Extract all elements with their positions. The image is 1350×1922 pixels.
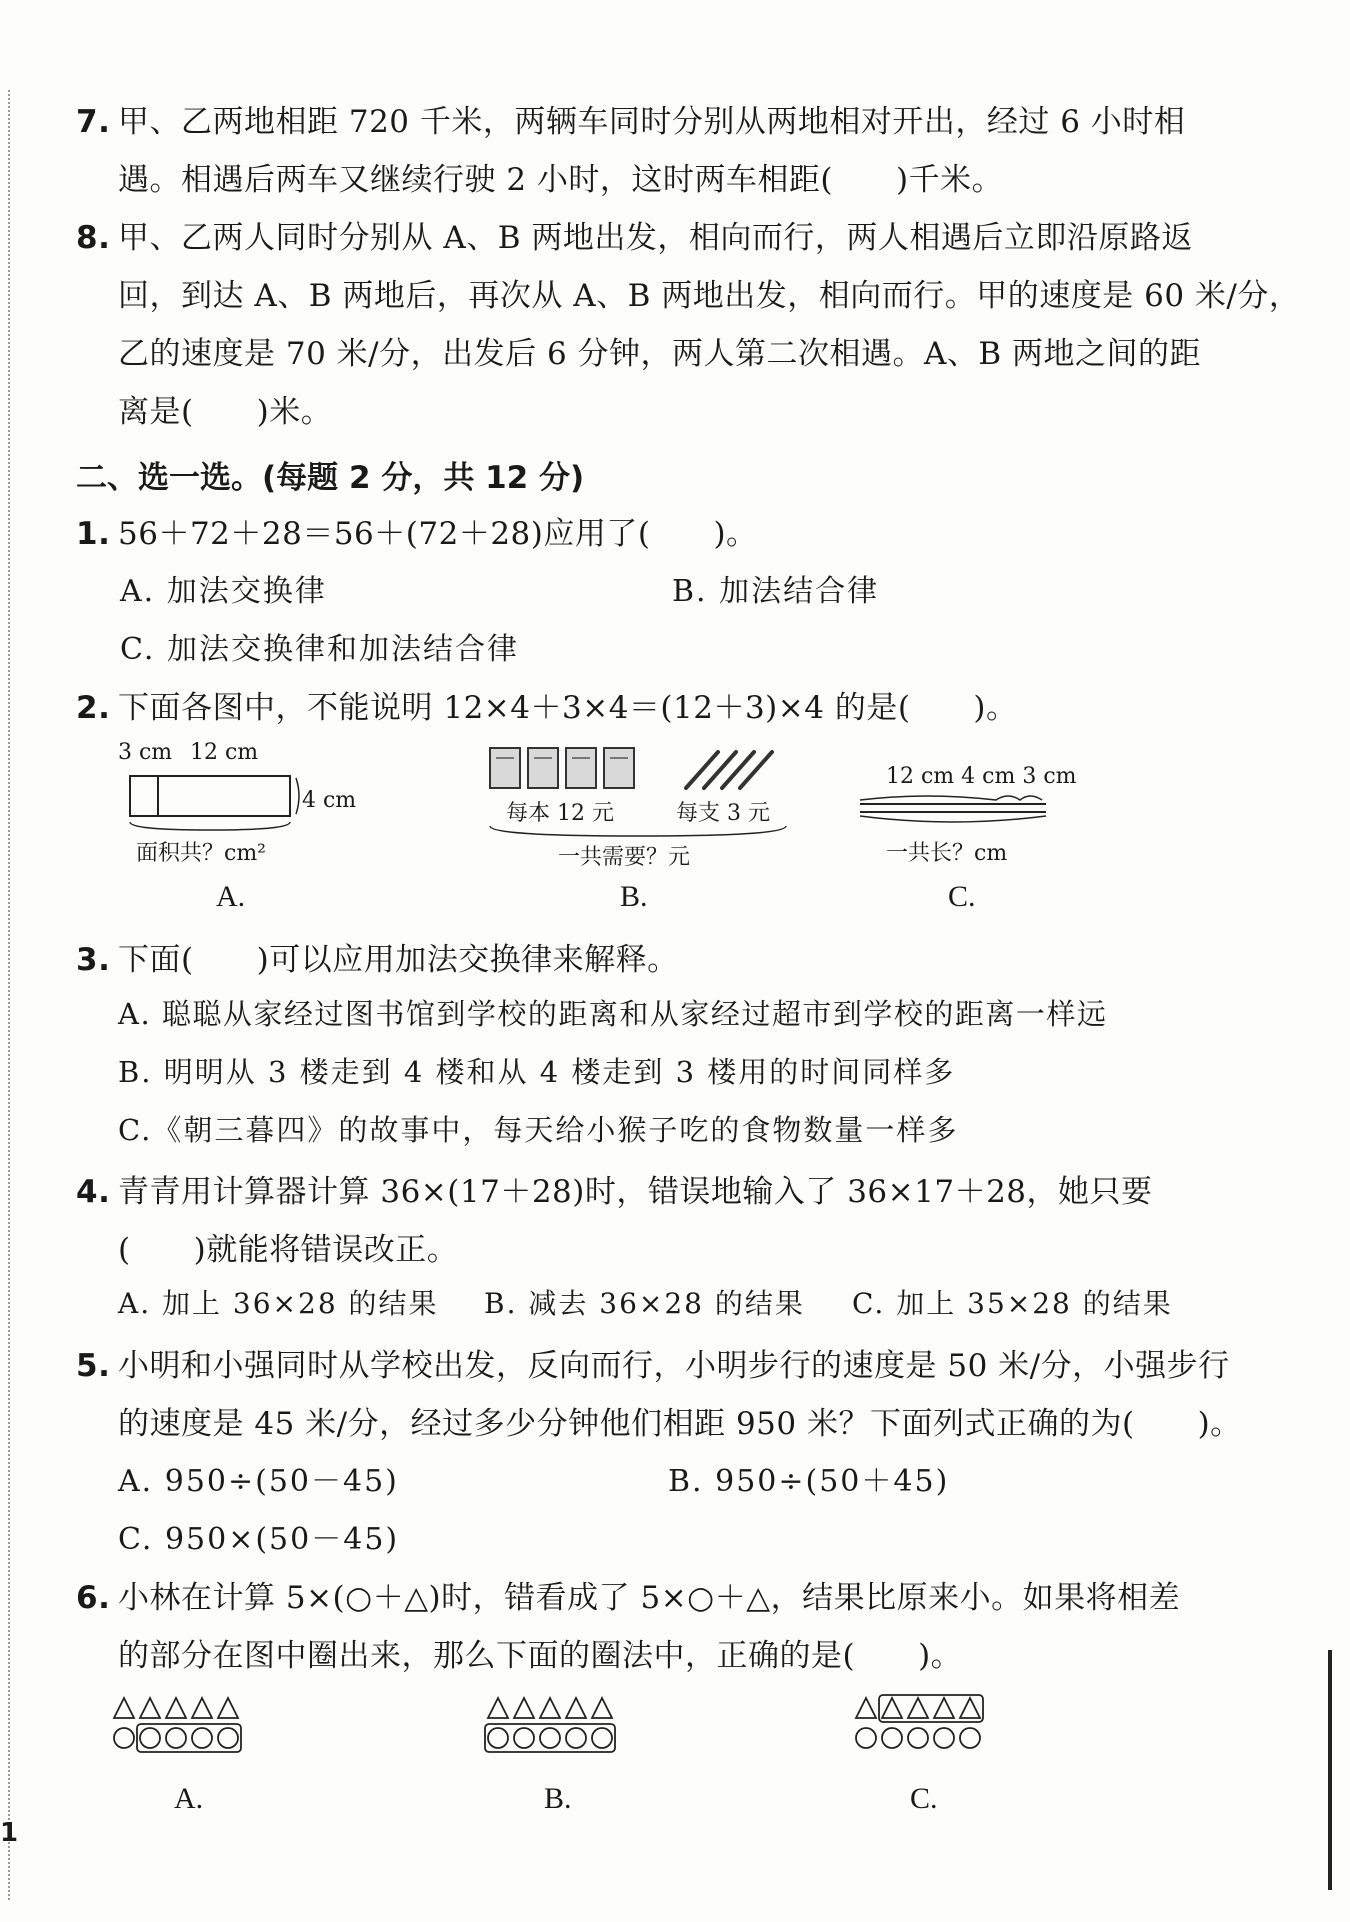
pen-icons xyxy=(678,744,788,794)
c6-figure-a xyxy=(110,1694,280,1756)
book-icons xyxy=(488,746,648,792)
q7-line2: 遇。相遇后两车又继续行驶 2 小时，这时两车相距( )千米。 xyxy=(118,162,1004,198)
c6-label-a: A. xyxy=(174,1782,204,1815)
c5-option-b: B. 950÷(50＋45) xyxy=(668,1464,950,1499)
c6-label-b: B. xyxy=(544,1782,572,1815)
c3-number: 3. xyxy=(76,942,111,978)
q8-line4: 离是( )米。 xyxy=(118,394,333,430)
c1-option-a: A. 加法交换律 xyxy=(120,574,327,609)
q7-number: 7. xyxy=(76,104,111,140)
c3-option-a: A. 聪聪从家经过图书馆到学校的距离和从家经过超市到学校的距离一样远 xyxy=(118,997,1108,1031)
fig-a-height: 4 cm xyxy=(302,788,357,813)
c4-number: 4. xyxy=(76,1174,111,1210)
c4-line2: ( )就能将错误改正。 xyxy=(118,1232,459,1268)
fig-a-brace xyxy=(110,820,310,836)
fig-a-width-12: 12 cm xyxy=(190,740,259,765)
fig-b-pen-price: 每支 3 元 xyxy=(676,801,770,826)
c6-figure-c xyxy=(852,1694,1022,1756)
c5-number: 5. xyxy=(76,1348,111,1384)
c2-stem: 2. 下面各图中，不能说明 12×4＋3×4＝(12＋3)×4 的是( )。 xyxy=(76,690,1018,726)
binding-dotted-line xyxy=(8,90,10,1900)
page-edge-bar xyxy=(1328,1650,1332,1890)
section2-title: 二、选一选。(每题 2 分，共 12 分) xyxy=(76,460,585,496)
c5-option-a: A. 950÷(50－45) xyxy=(118,1464,399,1499)
fig-c-segments xyxy=(856,794,1056,830)
c4-option-b: B. 减去 36×28 的结果 xyxy=(484,1287,805,1320)
c3-option-b: B. 明明从 3 楼走到 4 楼和从 4 楼走到 3 楼用的时间同样多 xyxy=(118,1055,956,1089)
c5-option-c: C. 950×(50－45) xyxy=(118,1522,400,1557)
c6-line1: 6. 小林在计算 5×(○＋△)时，错看成了 5×○＋△，结果比原来小。如果将相差 xyxy=(76,1580,1181,1616)
c5-line2: 的速度是 45 米/分，经过多少分钟他们相距 950 米？下面列式正确的为( )。 xyxy=(118,1406,1242,1442)
c6-figure-b xyxy=(484,1694,654,1756)
c6-label-c: C. xyxy=(910,1782,938,1815)
c1-option-c: C. 加法交换律和加法结合律 xyxy=(120,632,519,667)
fig-b-total-label: 一共需要？元 xyxy=(558,845,691,870)
c2-figure-c xyxy=(856,764,1096,874)
c5-line1: 5. 小明和小强同时从学校出发，反向而行，小明步行的速度是 50 米/分，小强步行 xyxy=(76,1348,1230,1384)
c2-label-a: A. xyxy=(216,880,246,913)
q8-line1: 8. 甲、乙两人同时分别从 A、B 两地出发，相向而行，两人相遇后立即沿原路返 xyxy=(76,220,1193,256)
c2-figure-b xyxy=(478,740,798,870)
c6-line2: 的部分在图中圈出来，那么下面的圈法中，正确的是( )。 xyxy=(118,1638,963,1674)
page-number: 1 xyxy=(0,1818,19,1848)
c1-option-b: B. 加法结合律 xyxy=(672,574,880,609)
c3-option-c: C.《朝三暮四》的故事中，每天给小猴子吃的食物数量一样多 xyxy=(118,1113,959,1147)
q7-line1: 7. 甲、乙两地相距 720 千米，两辆车同时分别从两地相对开出，经过 6 小时相 xyxy=(76,104,1186,140)
c4-option-c: C. 加上 35×28 的结果 xyxy=(852,1287,1173,1320)
c3-stem: 3. 下面( )可以应用加法交换律来解释。 xyxy=(76,942,679,978)
fig-c-lengths: 12 cm 4 cm 3 cm xyxy=(886,764,1077,789)
q8-number: 8. xyxy=(76,220,111,256)
c4-line1: 4. 青青用计算器计算 36×(17＋28)时，错误地输入了 36×17＋28，她只要 xyxy=(76,1174,1153,1210)
c2-label-b: B. xyxy=(620,880,648,913)
c1-stem: 1. 56＋72＋28＝56＋(72＋28)应用了( )。 xyxy=(76,516,758,552)
c4-option-a: A. 加上 36×28 的结果 xyxy=(118,1287,439,1320)
fig-c-total-label: 一共长？cm xyxy=(886,841,1008,866)
c6-number: 6. xyxy=(76,1580,111,1616)
fig-a-width-3: 3 cm xyxy=(118,740,173,765)
c2-figure-a xyxy=(110,740,400,870)
c2-number: 2. xyxy=(76,690,111,726)
c1-number: 1. xyxy=(76,516,111,552)
c2-label-c: C. xyxy=(948,880,976,913)
q8-line2: 回，到达 A、B 两地后，再次从 A、B 两地出发，相向而行。甲的速度是 60 米/分， xyxy=(118,278,1301,314)
fig-b-book-price: 每本 12 元 xyxy=(506,801,614,826)
fig-a-rectangle xyxy=(110,774,310,820)
fig-a-area-label: 面积共？cm² xyxy=(136,841,267,866)
q8-line3: 乙的速度是 70 米/分，出发后 6 分钟，两人第二次相遇。A、B 两地之间的距 xyxy=(118,336,1202,372)
